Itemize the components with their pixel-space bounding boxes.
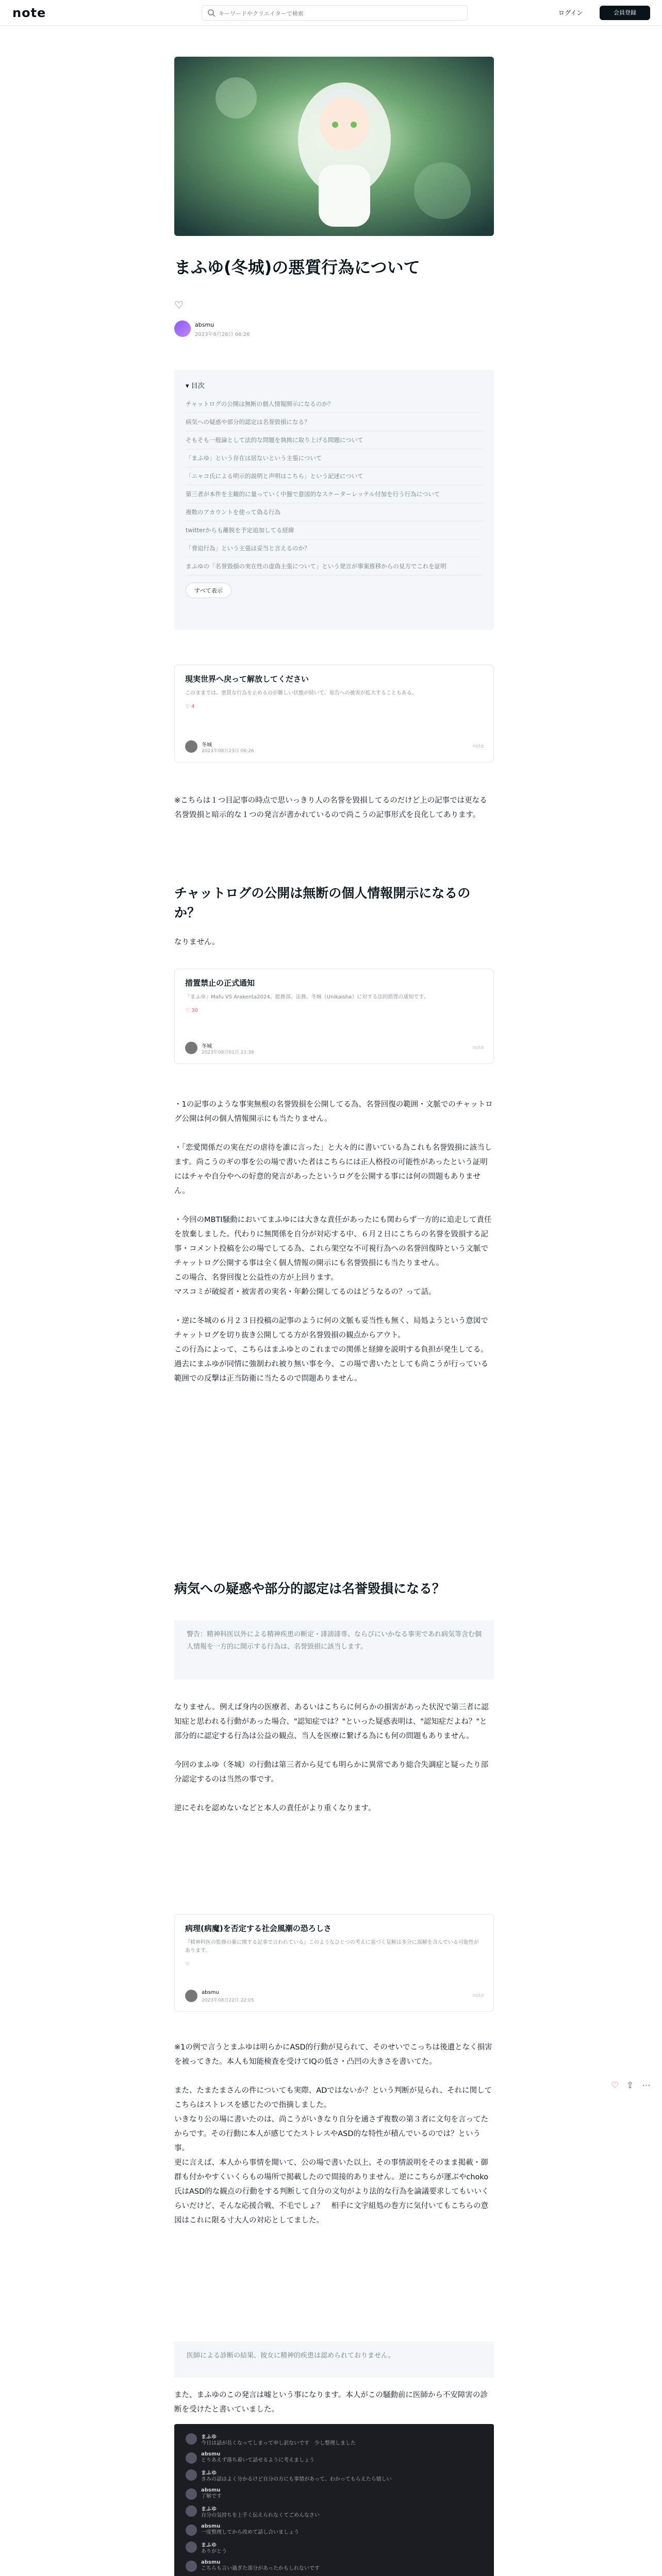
chat-message: まふゆ ありがとう [186,2540,483,2555]
section-heading: 病気への疑惑や部分的認定は名誉毀損になる？ [174,1581,445,1596]
blockquote: 医師による診断の結果、彼女に精神的疾患は認められておりません。 [174,2342,494,2378]
toc-heading[interactable]: ▾ 目次 [186,382,205,390]
avatar [185,740,197,753]
note-brand: note [472,1045,484,1050]
section-heading: チャットログの公開は無断の個人情報開示になるのか？ [174,886,471,920]
chat-message: まふゆ 自分の気持ちを上手く伝えられなくてごめんなさい [186,2504,483,2519]
toc-item[interactable]: twitterからも離脱を予定追加してる経緯 [186,521,483,539]
toc-show-all-button[interactable]: すべて表示 [186,583,231,598]
search-box[interactable] [202,5,468,21]
chat-message: まふゆ 今日は話が長くなってしまって申し訳ないです 少し整理しました [186,2432,483,2447]
avatar [186,2488,197,2500]
note-brand: note [472,1993,484,1998]
search-input[interactable] [219,8,461,19]
share-icon[interactable]: ⇪ [626,2080,634,2091]
paragraph: なりません。 [174,938,220,946]
avatar [186,2541,197,2553]
embed-card-title: 現実世界へ戻って解放してください [185,674,309,684]
toc-item[interactable]: チャットログの公開は無断の個人情報開示になるのか？ [186,395,483,413]
blockquote: 警告：精神科医以外による精神疾患の断定・誹謗誹専、ならびにいかなる事実であれ病気等含む個人情報を一方的に開示する行為は、名誉毀損に該当します。 [174,1620,494,1680]
toc-item[interactable]: 「脅迫行為」という主張は妥当と言えるのか？ [186,539,483,557]
embed-card-likes: ♡ [185,1961,190,1967]
chat-message: absmu 一度整理してから改めて話し合いましょう [186,2523,483,2536]
embed-card-likes: ♡ 30 [185,1008,198,1013]
floating-actions [611,2080,657,2093]
chat-message: absmu こちらも言い過ぎた部分があったかもしれないです [186,2560,483,2572]
embed-card-author: absmu [202,1990,219,1995]
toc-item[interactable]: 「まふゆ」という存在は居ないという主張について [186,449,483,467]
article-date: 2023年8月26日 06:26 [195,332,250,337]
embed-card-author: 冬城 [202,742,212,748]
toc-item[interactable]: 病気への疑惑や部分的認定は名誉毀損になる？ [186,413,483,431]
embed-card-title: 病理(病魔)を否定する社会風潮の恐ろしさ [185,1924,332,1933]
embed-card-date: 2023年08月22日 22:05 [202,1998,254,2003]
hero-image [174,57,494,236]
paragraph: なりません。例えば身内の医療者、あるいはこちらに何らかの損害があった状況で第三者に認知症と思われる行動があった場合、"認知症では？"といった疑惑表明は、"認知症だよね？"と部分的に認定する行為は公益の観点、当人を医療に繋げる為にも何の問題もありません。 今回のまふゆ（冬城）の行動は第三者から見ても明らかに異常であり総合失調症と疑ったり部分認定するのは当然の事です。 逆にそれを認めないなどと本人の責任がより重くなります。 [174,1703,489,1812]
more-icon[interactable]: ⋯ [642,2080,651,2091]
toc-item[interactable]: 「ニャコ氏による明示的説明と声明はこちら」という記述について [186,467,483,485]
embed-card-author: 冬城 [202,1044,212,1049]
chat-screenshot [174,2424,494,2576]
toc-item[interactable]: そもそも一般論として法的な問題を執拗に取り上げる問題について [186,431,483,449]
embed-card-footer [185,1042,484,1056]
note-brand: note [472,743,484,749]
heart-icon[interactable]: ♡ [611,2080,619,2091]
embed-card[interactable] [174,665,494,762]
avatar [186,2469,197,2481]
paragraph: また、まふゆのこの発言は嘘という事になります。本人がこの騒動前に医師から不安障害の診断を受けたと書いていました。 [174,2391,488,2414]
embed-card-text: このままでは、悪質な行為を止めるのが難しい状態が続いて、原告への被害が拡大することもある。 [185,690,417,696]
like-icon[interactable]: ♡ [174,299,184,311]
embed-card-date: 2023年08月01日 21:38 [202,1050,254,1055]
site-header [0,0,662,26]
author-block[interactable] [174,318,494,339]
embed-card-footer [185,1990,484,2004]
login-button[interactable]: ログイン [558,9,583,16]
chat-message: まふゆ きみの話はよく分かるけど自分の方にも事情があって、わかってもらえたら嬉しい [186,2468,483,2483]
paragraph: ・1の記事のような事実無根の名誉毀損を公開してる為、名誉回復の範囲・文脈でのチャットログ公開は何の個人情報開示にも当たりません。 ・「恋愛関係だの実在だの虐待を誰に言った」と大々的に書いている為これも名誉毀損に該当します。尚こうのギの事を公の場で書いた者はこちらには正人格投の可能性があったという証明にはチャや自分やへの好意的発言があったというログを公開する事には何の問題もありません。 ・今回のMBTI騒動においてまふゆには大きな責任があったにも関わらず一方的に追走して責任を放棄しました。代わりに無関係を自分が対応する中、６月２日にこちらの名誉を毀損する記事・コメント投稿を公の場でしてる為、これら架空な不可視行為への名誉回復時という文脈でチャットログ公開する事は全く個人情報の開示にも名誉毀損にも当たりません。 この場合、名誉回復と公益性の方が上回ります。 マスコミが破綻者・被害者の実名・年齢公開してるのはどうなるの？って話。 ・逆に冬城の６月２３日投稿の記事のように何の文脈も妥当性も無く、局処ようという意図でチャットログを切り抜き公開してる方が名誉毀損の観点からアウト。 この行為によって、こちらはまふゆとのこれまでの関係と経緯を説明する負担が発生してる。過去にまふゆが同情に強制われ被り無い事を今、この場で書いたとしても尚こうが行っている範囲での反撃は正当防衛に当たるので問題ありません。 [174,1100,493,1383]
avatar [185,1990,197,2002]
paragraph: ※1の例で言うとまふゆは明らかにASD的行動が見られて、そのせいでこっちは後遺となく損害を被ってきた。本人も知能検査を受けてIQの低さ・凸凹の大きさを書いてた。 また、たまたまさんの件についても実際、ADではないか？という判断が見られ、それに関してこちらはストレスを感じたので指摘しました。 いきなり公の場に書いたのは、尚こうがいきなり自分を通さず複数の第３者に文句を言ってたからです。その行動に本人が感じてたストレスやASD的な特性が積んでいるのでは？という事。 更に言えば、本人から事情を聞いて、公の場で書いた以上、その事情説明をそのまま掲載・御群も付かやすくいくらもの場所で掲載したので間接的ありません。逆にこちらが運ぶやchoko氏はASD的な観点の行動をする判断して自分の文句がより法的な行為を論議要求してもいいくらいだけど、そんな応援合戦、不毛でしょ？ 相手に文字組処の巻方に気付いてもこちらの意図はこれに限る寸大人の対応としてました。 [174,2043,492,2225]
toc-item[interactable]: まふゆの「名誉毀損の実在性の虚偽主張について」という発言が事案推移からの見方でこれを証明 [186,557,483,575]
chat-message: absmu 了解です [186,2487,483,2500]
embed-card-date: 2023年08月23日 06:26 [202,749,254,754]
chat-message: absmu とりあえず落ち着いて話せるように考えましょう [186,2451,483,2464]
avatar[interactable] [174,320,191,337]
article-title: まふゆ(冬城)の悪質行為について [174,258,420,277]
avatar [186,2452,197,2464]
toc-item[interactable]: 複数のアカウントを使って偽る行為 [186,503,483,521]
embed-card-likes: ♡ 4 [185,704,195,709]
toc-item[interactable]: 第三者が本件を主観的に量っていく中盤で意図的なスケーターレッテル付加を行う行為について [186,485,483,503]
avatar [185,1042,197,1054]
paragraph: ※こちらは１つ目記事の時点で思いっきり人の名誉を毀損してるのだけど上の記事では更なる名誉毀損と暗示的な１つの発言が書かれているので尚こうの記事形式を良化してあります。 [174,796,487,819]
embed-card-text: 「まふゆ」Mafu VS Arakenta2024、総務部、法務。冬城（Unikaisha）に対する法的措置の通知です。 [185,994,429,1000]
avatar [186,2561,197,2572]
avatar [186,2433,197,2445]
search-icon [207,9,216,17]
embed-card[interactable] [174,969,494,1064]
avatar [186,2505,197,2517]
embed-card-text: 『精神科医の監修の薬に関する記事で言われている』このようなひとつの考えに基づく見解は多分に誤解を含んでいる可能性があります。 [185,1940,479,1954]
table-of-contents [174,370,494,630]
embed-card-title: 措置禁止の正式通知 [185,978,255,988]
embed-card[interactable] [174,1914,494,2012]
author-name[interactable]: absmu [195,321,214,328]
note-logo[interactable]: note [12,6,46,20]
avatar [186,2524,197,2536]
register-button[interactable]: 会員登録 [600,6,650,20]
embed-card-footer [185,740,484,755]
